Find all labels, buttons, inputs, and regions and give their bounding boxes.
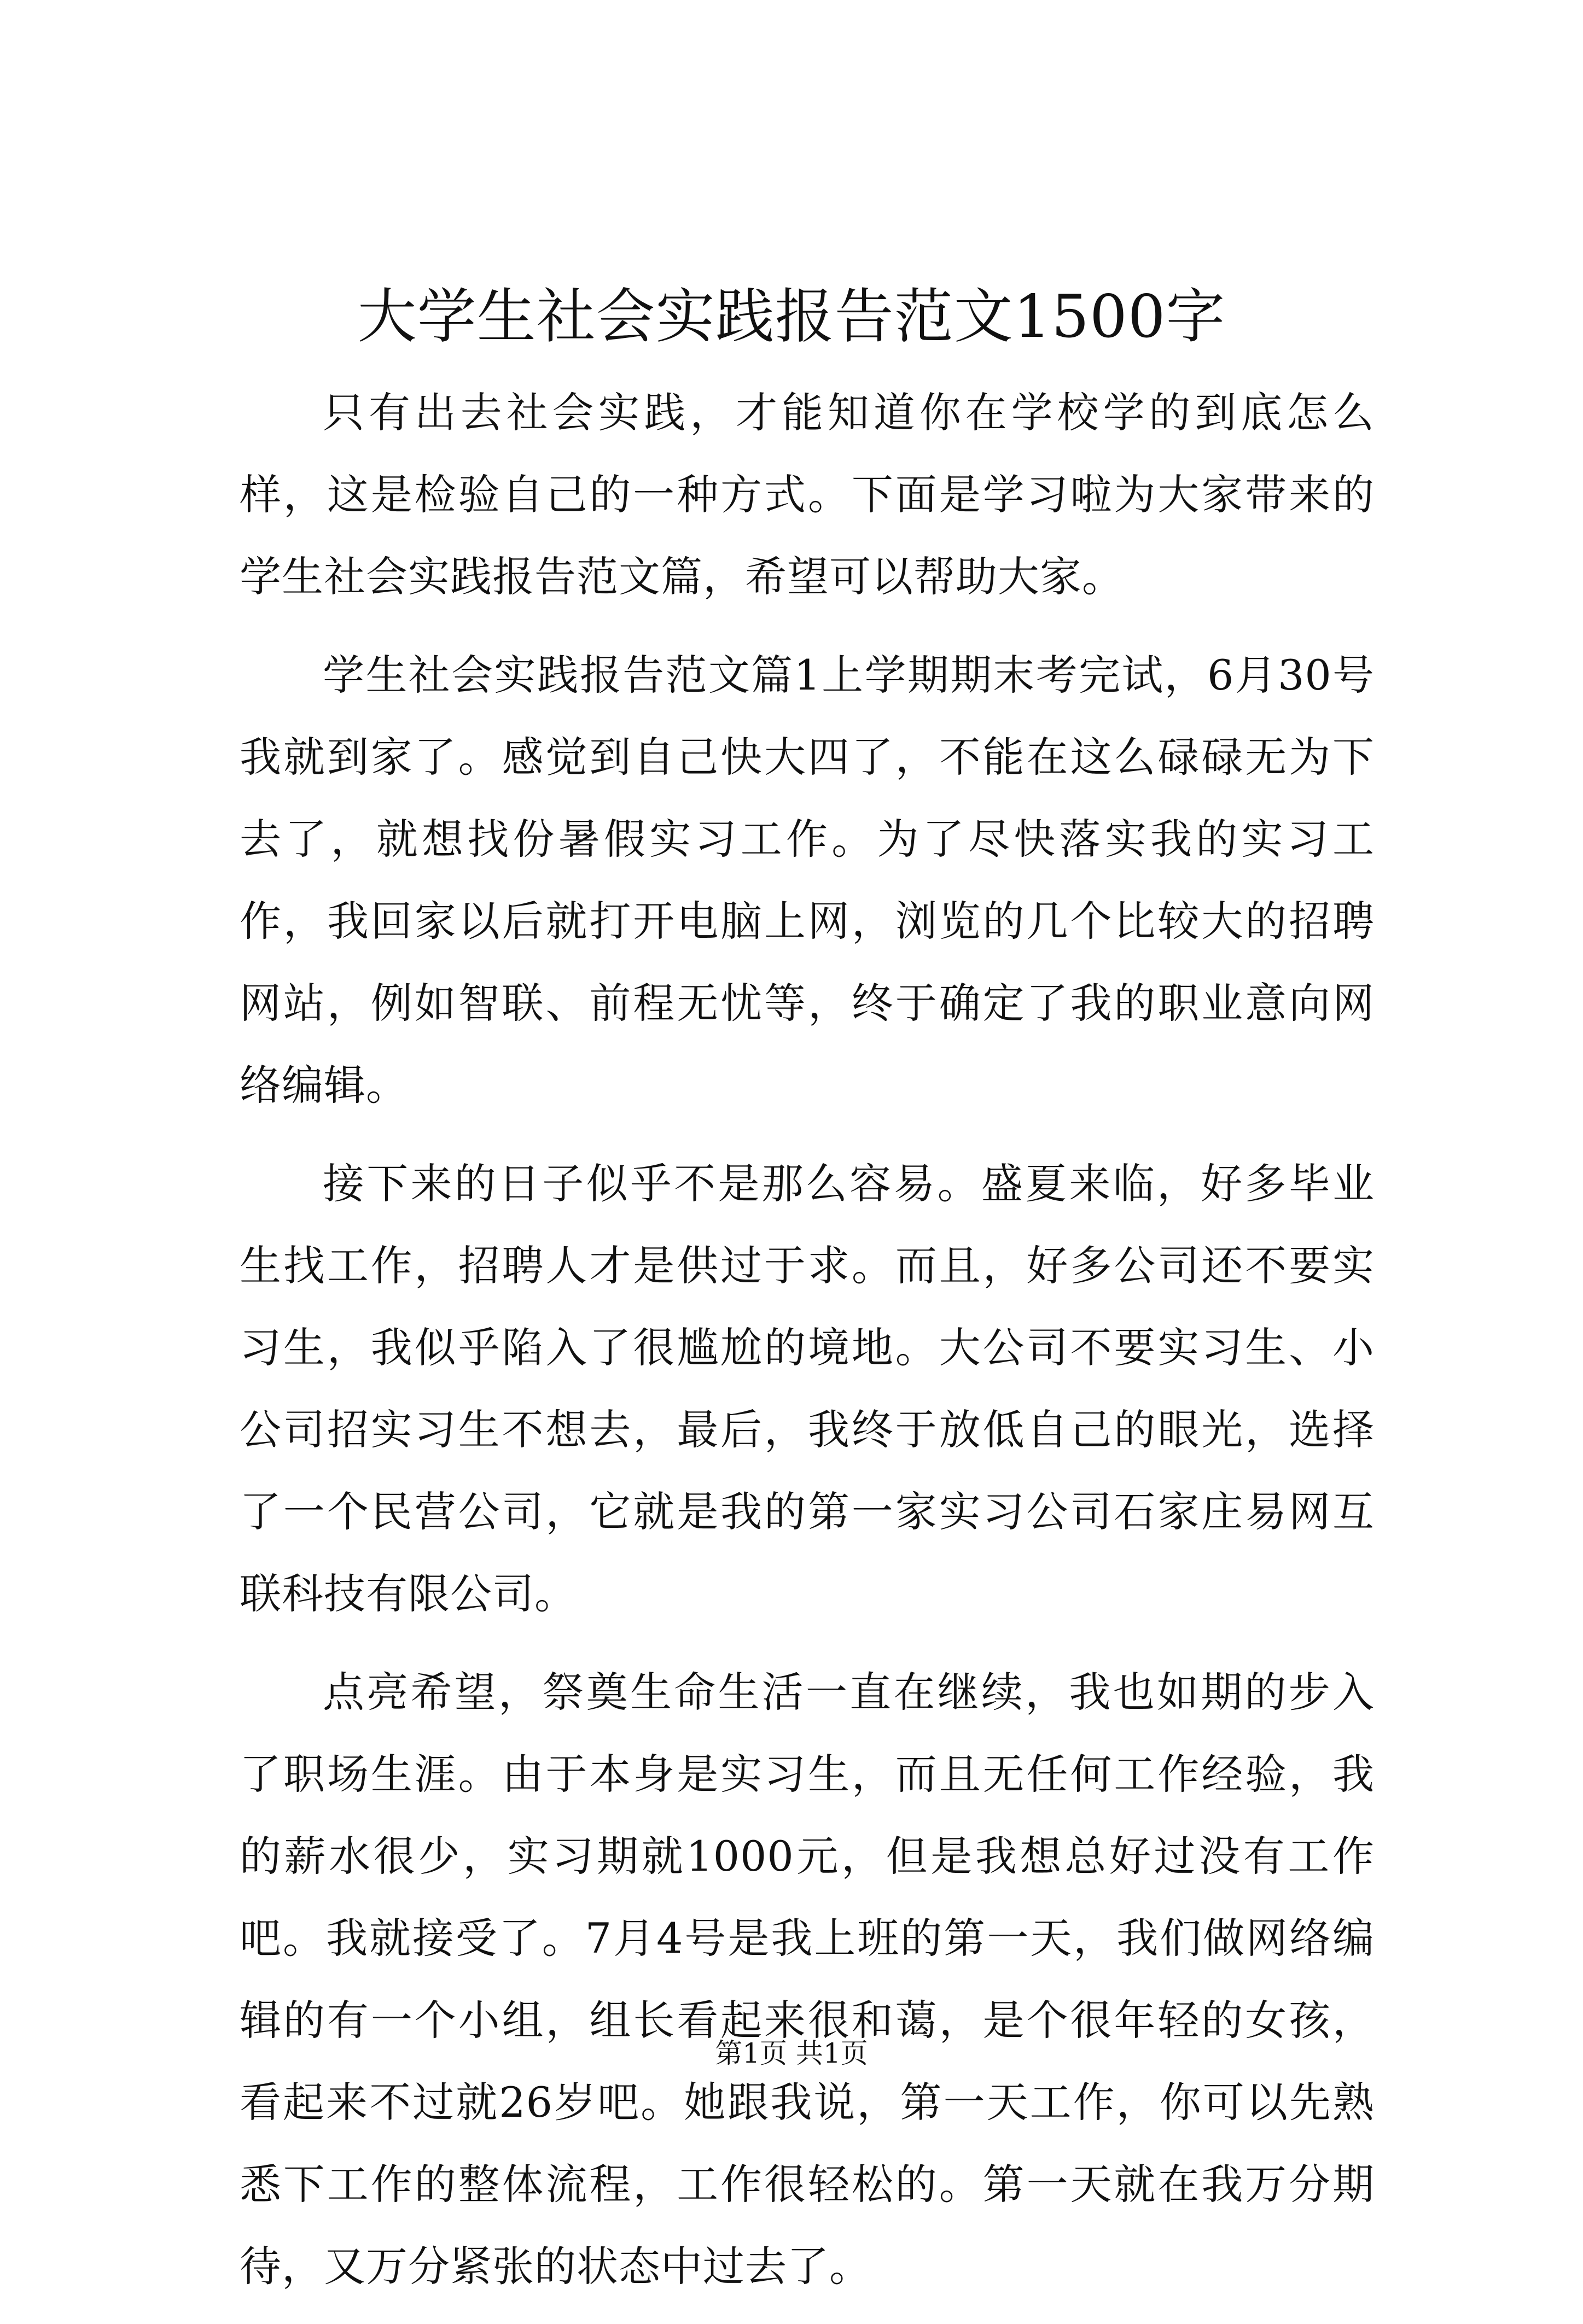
paragraph-3: 点亮希望，祭奠生命生活一直在继续，我也如期的步入了职场生涯。由于本身是实习生，而且无任何工作经验，我的薪水很少，实习期就1000元，但是我想总好过没有工作吧。我就接受了。7月4号是我上班的第一天，我们做网络编辑的有一个小组，组长看起来很和蔼，是个很年轻的女孩，看起来不过就26岁吧。她跟我说，第一天工作，你可以先熟悉下工作的整体流程，工作很轻松的。第一天就在我万分期待，又万分紧张的状态中过去了。 — [240, 1668, 1375, 2291]
paragraph-intro: 只有出去社会实践，才能知道你在学校学的到底怎么样，这是检验自己的一种方式。下面是学习啦为大家带来的学生社会实践报告范文篇，希望可以帮助大家。 — [240, 388, 1375, 601]
page-title: 大学生社会实践报告范文1500字 — [357, 283, 1226, 351]
paragraph-2: 接下来的日子似乎不是那么容易。盛夏来临，好多毕业生找工作，招聘人才是供过于求。而且，好多公司还不要实习生，我似乎陷入了很尴尬的境地。大公司不要实习生、小公司招实习生不想去，最后，我终于放低自己的眼光，选择了一个民营公司，它就是我的第一家实习公司石家庄易网互联科技有限公司。 — [240, 1159, 1375, 1618]
document-body — [240, 372, 1375, 2324]
paragraph-1: 学生社会实践报告范文篇1上学期期末考完试，6月30号我就到家了。感觉到自己快大四了，不能在这么碌碌无为下去了，就想找份暑假实习工作。为了尽快落实我的实习工作，我回家以后就打开电脑上网，浏览的几个比较大的招聘网站，例如智联、前程无忧等，终于确定了我的职业意向网络编辑。 — [240, 651, 1375, 1110]
page-footer: 第1页 共1页 — [715, 2037, 868, 2069]
